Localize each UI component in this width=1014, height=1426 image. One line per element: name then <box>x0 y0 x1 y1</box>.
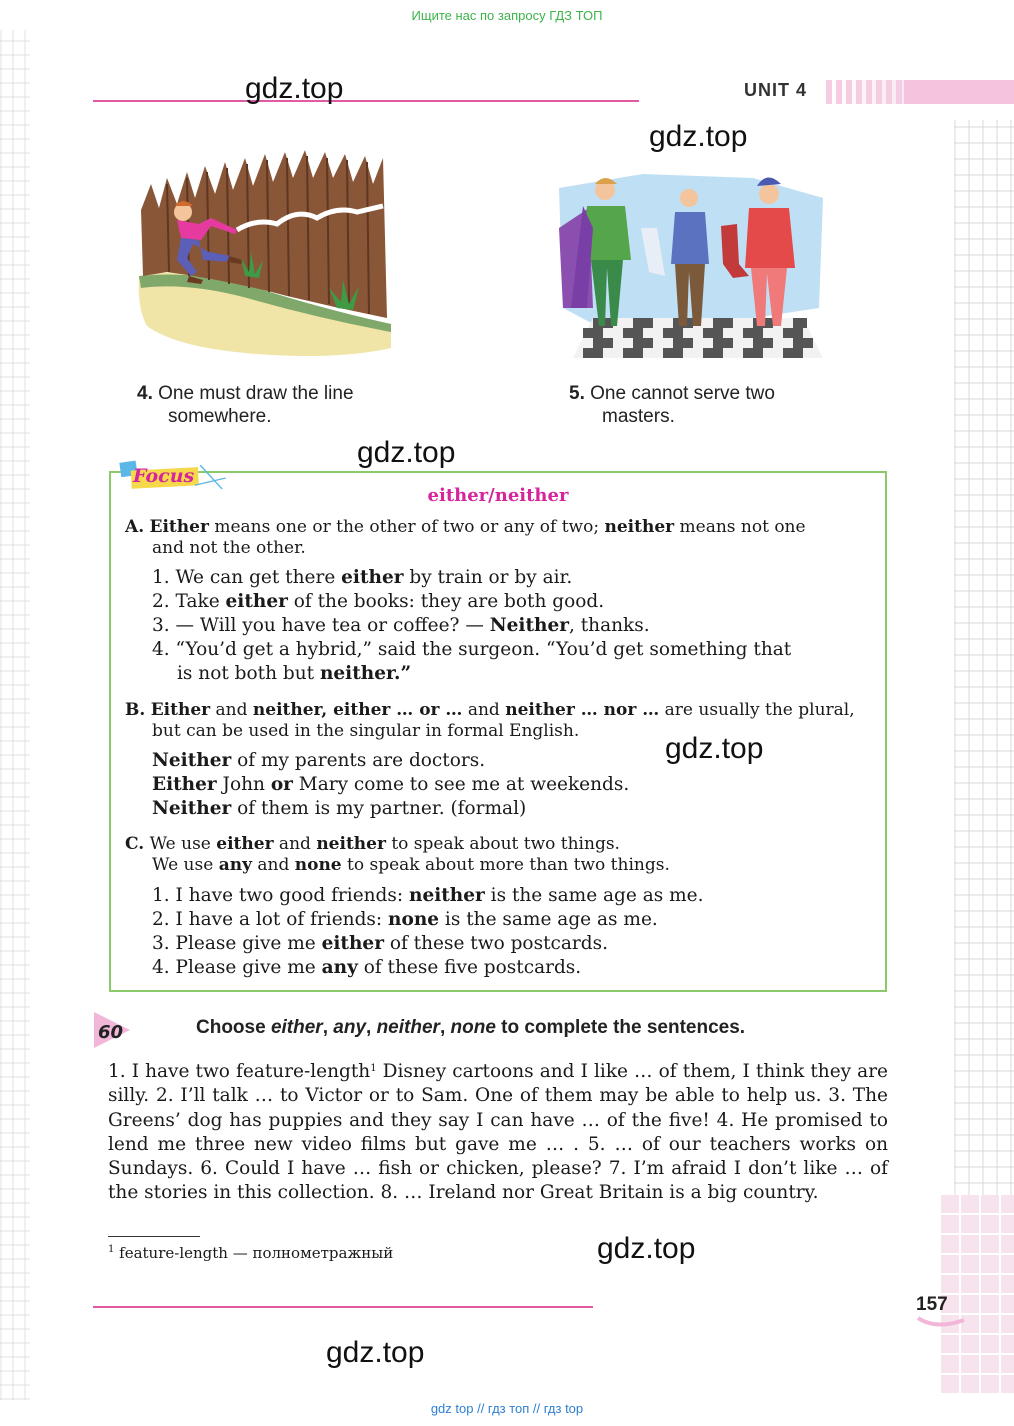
keyword: neither <box>604 517 675 537</box>
footnote: $^1$ feature-length — полнометражный <box>108 1244 394 1262</box>
caption-5 <box>569 382 775 428</box>
watermark: gdz.top <box>357 436 456 469</box>
example-line: Either John or Mary come to see me at weekends. <box>152 774 630 795</box>
example-line: is not both but neither.” <box>177 663 412 684</box>
example-line: 4. Please give me any of these five postcards. <box>152 957 582 978</box>
watermark: gdz.top <box>665 732 764 765</box>
caption-number: 5. <box>569 383 585 404</box>
watermark: gdz.top <box>326 1336 425 1369</box>
footnote-rule <box>108 1236 200 1237</box>
caption-line: masters. <box>602 406 675 427</box>
unit-label: UNIT 4 <box>744 80 808 100</box>
section-letter: B. <box>125 700 146 720</box>
focus-title: either/neither <box>427 485 569 506</box>
text: means not one <box>674 517 806 537</box>
corner-grid-decoration <box>939 1195 1014 1395</box>
caption-line: One cannot serve two <box>590 383 775 404</box>
footer-rule <box>93 1306 593 1308</box>
page-number: 157 <box>916 1294 948 1315</box>
example-line: 3. Please give me either of these two postcards. <box>152 933 608 954</box>
fence-illustration <box>137 148 393 360</box>
caption-line: One must draw the line <box>158 383 354 404</box>
footnote-ref: 1 <box>370 1063 377 1074</box>
focus-b-examples <box>152 749 874 821</box>
example-line: 1. I have two good friends: neither is the same age as me. <box>152 885 704 906</box>
example-line: 1. We can get there either by train or by air. <box>152 567 573 588</box>
header-rule <box>93 100 639 102</box>
footer-notice: gdz top // гдз топ // гдз top <box>430 1401 584 1416</box>
focus-section-b: B. Either and neither, either … or … and neither … nor … are usually the plural, but can be used in the singular in formal English. <box>125 700 855 741</box>
exercise-title: Choose either, any, neither, none to complete the sentences. <box>196 1017 746 1038</box>
keyword: Either <box>150 700 211 720</box>
section-letter: A. <box>125 517 145 537</box>
example-line: 2. I have a lot of friends: none is the same age as me. <box>152 909 658 930</box>
right-edge-pattern <box>954 120 1014 1200</box>
keyword: Either <box>149 517 209 537</box>
focus-a-examples <box>152 566 874 686</box>
example-line: Neither of them is my partner. (formal) <box>152 798 527 819</box>
page-number-swoosh <box>916 1316 966 1328</box>
focus-section-c: C. We use either and neither to speak about two things. We use any and none to speak about more than two things. <box>125 834 670 875</box>
masters-illustration <box>553 168 827 358</box>
text: and not the other. <box>152 538 306 558</box>
focus-badge-label: Focus <box>133 465 195 487</box>
watermark: gdz.top <box>597 1232 696 1265</box>
example-line: 4. “You’d get a hybrid,” said the surgeon. “You’d get something that <box>152 639 792 660</box>
caption-number: 4. <box>137 383 153 404</box>
focus-section-a <box>125 517 873 559</box>
section-letter: C. <box>125 834 145 854</box>
focus-c-examples <box>152 884 874 980</box>
example-line: 3. — Will you have tea or coffee? — Neither, thanks. <box>152 615 650 636</box>
unit-bar-solid <box>904 80 1014 104</box>
header-notice: Ищите нас по запросу ГДЗ ТОП <box>411 8 603 23</box>
exercise-number: 60 <box>98 1022 124 1043</box>
left-edge-pattern <box>0 30 30 1400</box>
keyword: neither, either … or … <box>252 700 463 720</box>
text: but can be used in the singular in formal English. <box>152 721 580 741</box>
caption-4 <box>137 382 354 428</box>
caption-line: somewhere. <box>168 406 272 427</box>
example-line: 2. Take either of the books: they are both good. <box>152 591 605 612</box>
keyword: neither … nor … <box>505 700 660 720</box>
text: means one or the other of two or any of two; <box>208 517 605 537</box>
example-line: Neither of my parents are doctors. <box>152 750 486 771</box>
exercise-body: 1. I have two feature-length$^1$ Disney cartoons and I like … of them, I think they are silly. 2. I’ll talk … to Victor or to Sam. One of them may be able to help us. 3. The Greens’ dog has puppies and they say I can have … of the five! 4. He promised to lend me three new video films but gave me … . 5. … of our teachers works on Sundays. 6. Could I have … fish or chicken, please? 7. I’m afraid I don’t like … of the stories in this collection. 8. … Ireland nor Great Britain is a big country. <box>108 1061 888 1204</box>
watermark: gdz.top <box>245 72 344 105</box>
watermark: gdz.top <box>649 120 748 153</box>
